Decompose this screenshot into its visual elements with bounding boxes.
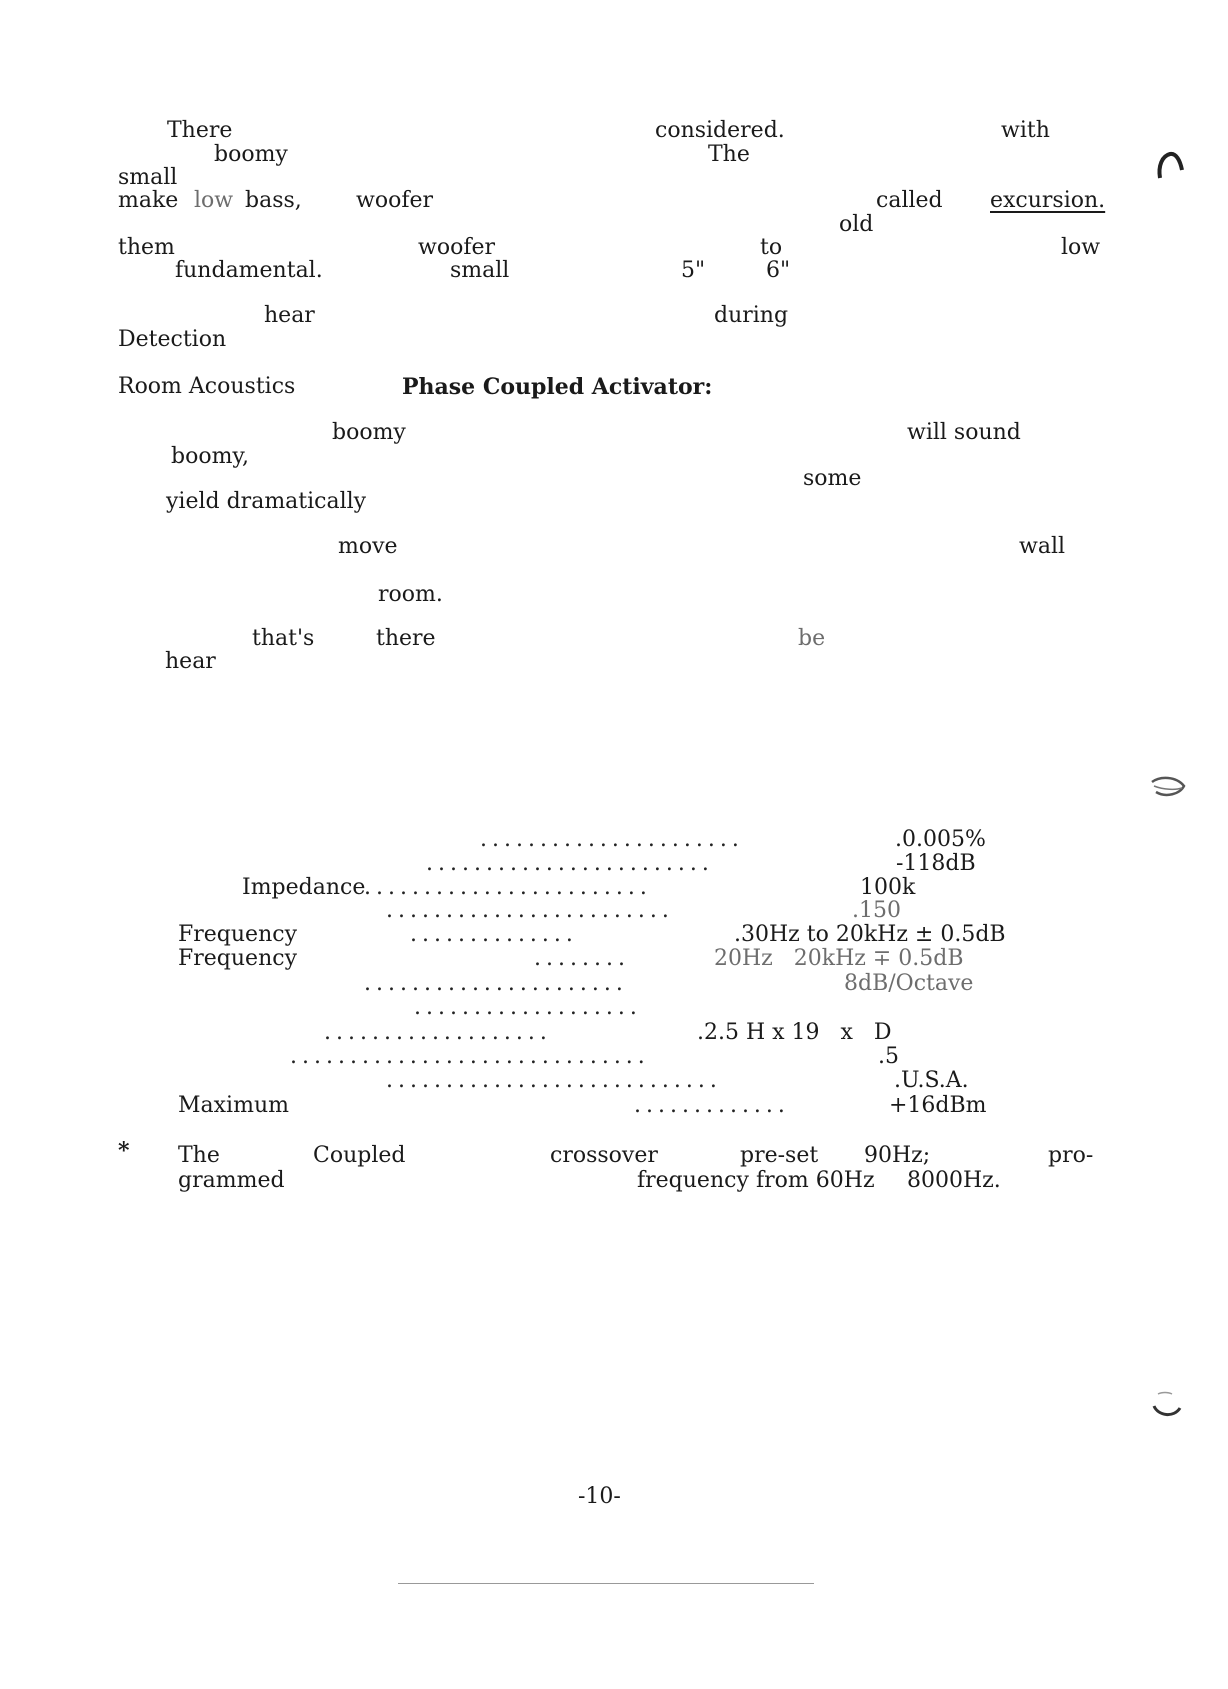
word: with	[1001, 118, 1050, 143]
spec-label: Frequency	[178, 922, 297, 947]
word: pro-	[1048, 1143, 1094, 1168]
spec-value: .150	[852, 898, 901, 923]
spec-value: .U.S.A.	[894, 1068, 969, 1093]
spec-value: 8dB/Octave	[844, 971, 974, 996]
word: frequency	[637, 1168, 749, 1193]
word: boomy,	[171, 444, 249, 469]
spec-value: .0.005%	[895, 827, 986, 852]
word: excursion.	[990, 188, 1106, 213]
word: during	[714, 303, 789, 328]
word: old	[839, 212, 874, 237]
word: move	[338, 534, 398, 559]
word: will sound	[907, 420, 1021, 445]
word: 90Hz;	[864, 1143, 931, 1168]
word: them	[118, 235, 175, 260]
word: grammed	[178, 1168, 285, 1193]
page-number: -10-	[578, 1484, 621, 1509]
punch-hole-mark	[1146, 772, 1190, 804]
word: 5"	[681, 258, 706, 283]
leader-dots: ........................	[426, 851, 714, 876]
word: make	[118, 188, 179, 213]
leader-dots: ........	[534, 946, 630, 971]
word: fundamental.	[175, 258, 323, 283]
leader-dots: ..............................	[290, 1044, 650, 1069]
word: bass,	[245, 188, 302, 213]
spec-value: .2.5 H x 19 x D	[697, 1020, 892, 1045]
section-heading: Room Acoustics	[118, 374, 296, 399]
word: to	[760, 235, 783, 260]
spec-value: +16dBm	[889, 1093, 987, 1118]
word: 6"	[766, 258, 791, 283]
spec-label: Maximum	[178, 1093, 289, 1118]
word: there	[376, 626, 436, 651]
word: yield dramatically	[166, 489, 367, 514]
word: small	[450, 258, 510, 283]
word: from 60Hz	[756, 1168, 875, 1193]
word: small	[118, 165, 178, 190]
footnote-marker: *	[118, 1138, 130, 1164]
leader-dots: ........................	[386, 898, 674, 923]
word: Detection	[118, 327, 227, 352]
word: woofer	[418, 235, 495, 260]
spec-value: 100k	[860, 875, 916, 900]
word: considered.	[655, 118, 785, 143]
punch-hole-mark	[1148, 1388, 1188, 1422]
word: low	[194, 188, 234, 213]
word: be	[798, 626, 826, 651]
word: boomy	[214, 142, 288, 167]
word: woofer	[356, 188, 433, 213]
word: Coupled	[313, 1143, 406, 1168]
word: wall	[1019, 534, 1066, 559]
spec-value: 20Hz 20kHz ∓ 0.5dB	[714, 946, 964, 971]
word: boomy	[332, 420, 406, 445]
spec-value: .5	[878, 1044, 899, 1069]
leader-dots: ...................	[324, 1020, 552, 1045]
spec-label: Impedance	[242, 875, 366, 900]
leader-dots: ........................	[364, 875, 652, 900]
word: crossover	[550, 1143, 658, 1168]
word: called	[876, 188, 943, 213]
word: room.	[378, 582, 443, 607]
spec-label: Frequency	[178, 946, 297, 971]
leader-dots: ...................	[414, 995, 642, 1020]
word: pre-set	[740, 1143, 819, 1168]
leader-dots: ..............	[410, 922, 578, 947]
leader-dots: ............................	[386, 1068, 722, 1093]
bottom-rule	[398, 1583, 814, 1584]
word: There	[167, 118, 233, 143]
word: hear	[165, 649, 216, 674]
spec-value: -118dB	[896, 851, 976, 876]
word: The	[178, 1143, 220, 1168]
word: 8000Hz.	[907, 1168, 1001, 1193]
leader-dots: ......................	[364, 971, 628, 996]
word: that's	[252, 626, 315, 651]
leader-dots: .............	[634, 1093, 790, 1118]
word: low	[1061, 235, 1101, 260]
word: The	[708, 142, 750, 167]
word: hear	[264, 303, 315, 328]
spec-value: .30Hz to 20kHz ± 0.5dB	[734, 922, 1006, 947]
punch-hole-mark	[1152, 148, 1188, 184]
leader-dots: ......................	[480, 827, 744, 852]
section-subheading: Phase Coupled Activator:	[402, 374, 713, 400]
word: some	[803, 466, 862, 491]
